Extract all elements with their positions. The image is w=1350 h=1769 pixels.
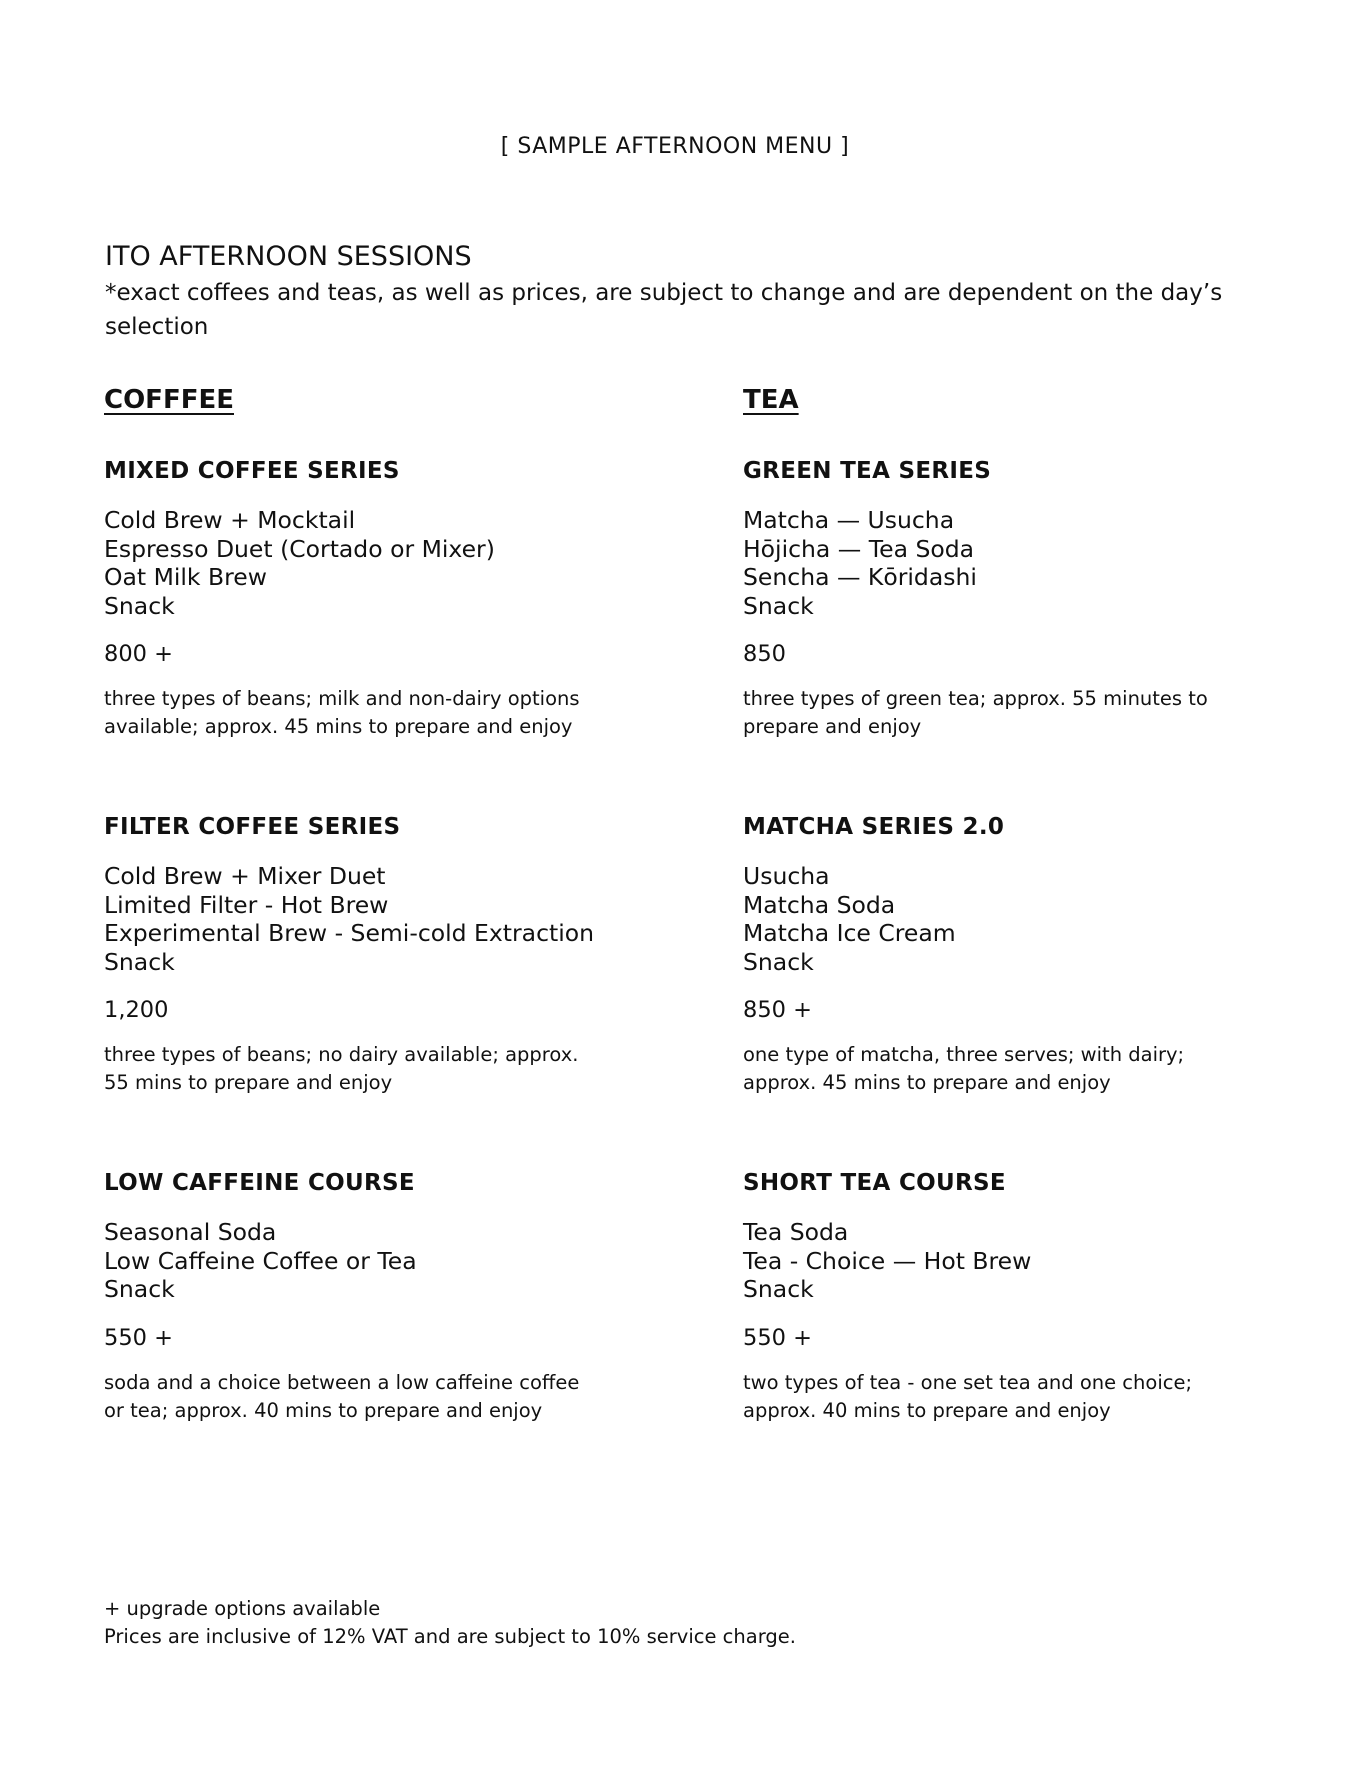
menu-item: Cold Brew + Mixer Duet [104,862,386,890]
coffee-column [104,383,664,1422]
menu-item: Sencha — Kōridashi [743,563,977,591]
menu-item: Seasonal Soda [104,1218,277,1246]
series-items [104,1218,664,1304]
menu-item: Matcha Ice Cream [743,919,956,947]
low-caffeine-course [104,1168,664,1425]
mixed-coffee-series [104,456,664,741]
menu-item: Matcha — Usucha [743,506,955,534]
menu-item: Snack [743,1275,814,1303]
menu-item: Snack [104,1275,175,1303]
menu-item: Espresso Duet (Cortado or Mixer) [104,534,495,563]
series-items [104,862,664,976]
series-items [743,862,1303,976]
menu-item: Tea Soda [743,1218,849,1246]
menu-header: [ SAMPLE AFTERNOON MENU ] [500,134,850,159]
filter-coffee-series [104,812,664,1097]
tea-heading: TEA [743,385,799,415]
series-items [743,1218,1303,1304]
menu-item: Experimental Brew - Semi-cold Extraction [104,919,595,947]
series-title: LOW CAFFEINE COURSE [104,1170,415,1196]
menu-item: Matcha Soda [743,890,896,919]
matcha-series [743,812,1303,1097]
menu-item: Low Caffeine Coffee or Tea [104,1246,417,1275]
series-description: one type of matcha, three serves; with dairy; approx. 45 mins to prepare and enjoy [743,1043,1185,1094]
series-price: 550 + [104,1324,173,1351]
series-title: SHORT TEA COURSE [743,1170,1006,1196]
series-price: 800 + [104,641,173,667]
series-price: 850 [743,641,786,667]
menu-subtitle: *exact coffees and teas, as well as prices, are subject to change and are dependent on the day’s selection [105,280,1223,340]
series-price: 850 + [743,997,812,1023]
series-price: 1,200 [104,997,169,1023]
series-price: 550 + [743,1324,812,1351]
series-title: GREEN TEA SERIES [743,458,992,484]
series-items [743,506,1303,620]
series-description: two types of tea - one set tea and one choice; approx. 40 mins to prepare and enjoy [743,1370,1193,1422]
short-tea-course [743,1168,1303,1425]
series-title: FILTER COFFEE SERIES [104,814,401,840]
menu-item: Oat Milk Brew [104,563,267,591]
menu-title: ITO AFTERNOON SESSIONS [105,241,472,272]
footer-notes [104,1595,1204,1651]
menu-item: Usucha [743,862,830,890]
menu-item: Snack [104,591,175,620]
series-title: MATCHA SERIES 2.0 [743,814,1005,840]
menu-item: Limited Filter - Hot Brew [104,890,389,919]
series-description: soda and a choice between a low caffeine coffee or tea; approx. 40 mins to prepare and enjoy [104,1370,580,1422]
menu-item: Snack [743,947,814,976]
menu-item: Hōjicha — Tea Soda [743,534,975,563]
series-description: three types of beans; milk and non-dairy options available; approx. 45 mins to prepare and enjoy [104,687,580,738]
menu-item: Tea - Choice — Hot Brew [743,1246,1032,1275]
series-title: MIXED COFFEE SERIES [104,458,400,484]
vat-note: Prices are inclusive of 12% VAT and are subject to 10% service charge. [104,1625,796,1648]
green-tea-series [743,456,1303,741]
menu-item: Snack [743,591,814,620]
menu-item: Cold Brew + Mocktail [104,506,356,534]
tea-column [743,383,1303,1422]
series-description: three types of green tea; approx. 55 minutes to prepare and enjoy [743,687,1208,738]
series-items [104,506,664,620]
upgrade-note: + upgrade options available [104,1597,381,1620]
series-description: three types of beans; no dairy available; approx. 55 mins to prepare and enjoy [104,1043,579,1094]
title-block [105,240,1255,344]
menu-item: Snack [104,947,175,976]
coffee-heading: COFFFEE [104,385,234,415]
